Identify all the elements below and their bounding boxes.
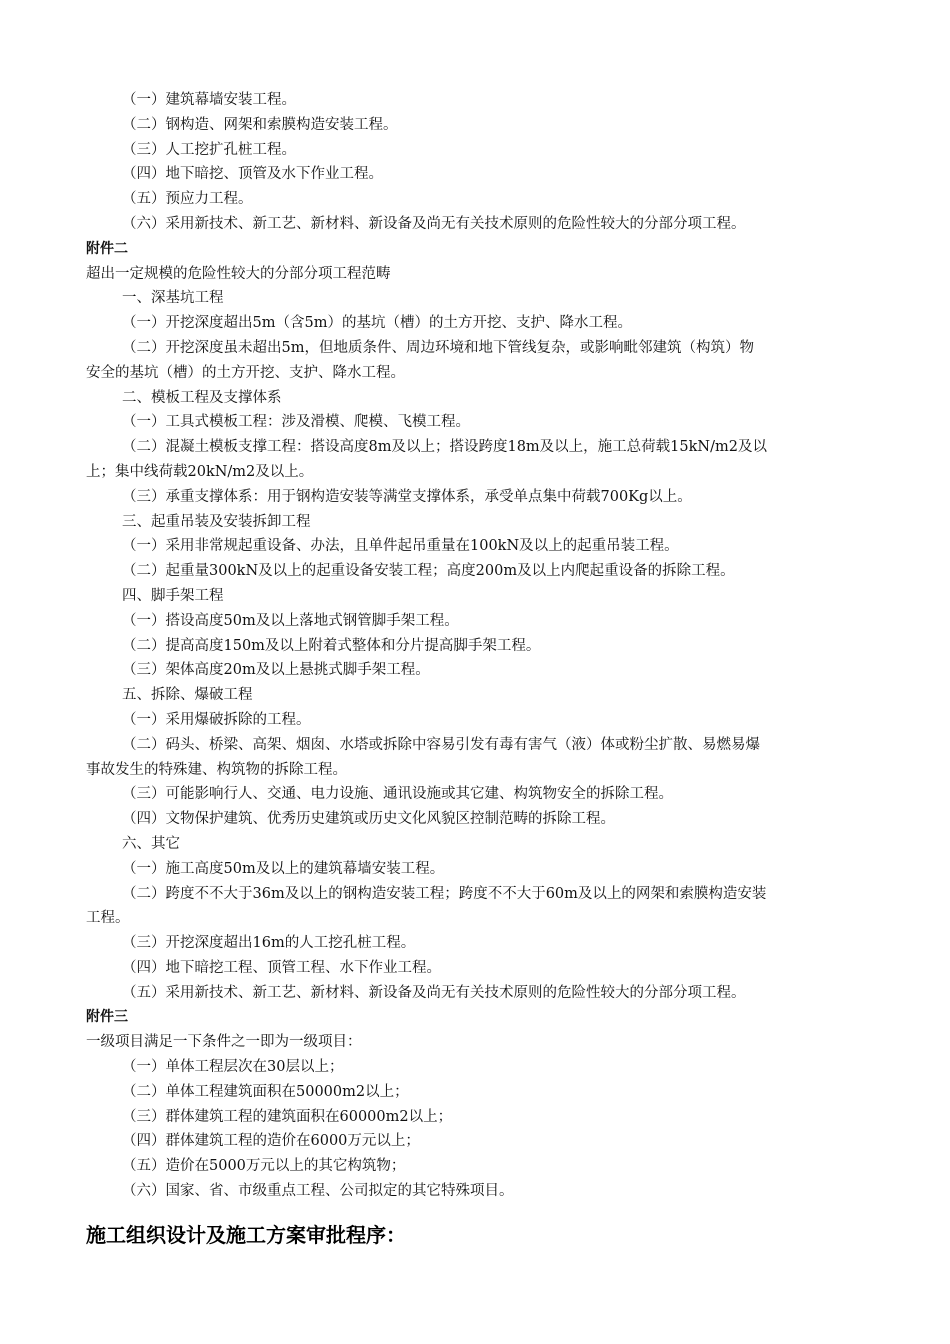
list-item: （六）采用新技术、新工艺、新材料、新设备及尚无有关技术原则的危险性较大的分部分项工程。 <box>122 215 746 232</box>
list-item: （一）采用非常规起重设备、办法，且单件起吊重量在100kN及以上的起重吊装工程。 <box>122 538 679 555</box>
list-item: （二）混凝土模板支撑工程：搭设高度8m及以上；搭设跨度18m及以上，施工总荷载15kN/m2及以 <box>122 439 767 456</box>
annex-title: 附件二 <box>86 240 128 257</box>
annex-subtitle: 一级项目满足一下条件之一即为一级项目： <box>86 1034 362 1051</box>
list-item: （三）架体高度20m及以上悬挑式脚手架工程。 <box>122 662 430 679</box>
list-item: （四）地下暗挖工程、顶管工程、水下作业工程。 <box>122 959 441 976</box>
section-title: 五、拆除、爆破工程 <box>122 687 253 704</box>
section-title: 一、深基坑工程 <box>122 290 224 307</box>
list-item: （四）文物保护建筑、优秀历史建筑或历史文化风貌区控制范畴的拆除工程。 <box>122 811 615 828</box>
section-title: 四、脚手架工程 <box>122 587 224 604</box>
list-item: （二）起重量300kN及以上的起重设备安装工程；高度200m及以上内爬起重设备的拆除工程。 <box>122 563 735 580</box>
list-item: （二）钢构造、网架和索膜构造安装工程。 <box>122 116 398 133</box>
list-item: （一）工具式模板工程：涉及滑模、爬模、飞模工程。 <box>122 414 470 431</box>
list-item: （五）采用新技术、新工艺、新材料、新设备及尚无有关技术原则的危险性较大的分部分项工程。 <box>122 984 746 1001</box>
list-item-continuation: 安全的基坑（槽）的土方开挖、支护、降水工程。 <box>86 364 405 381</box>
list-item: （四）群体建筑工程的造价在6000万元以上； <box>122 1133 420 1150</box>
list-item: （二）码头、桥梁、高架、烟囱、水塔或拆除中容易引发有毒有害气（液）体或粉尘扩散、易燃易爆 <box>122 736 760 753</box>
list-item: （一）搭设高度50m及以上落地式钢管脚手架工程。 <box>122 612 459 629</box>
list-item: （三）人工挖扩孔桩工程。 <box>122 141 296 158</box>
list-item: （一）单体工程层次在30层以上； <box>122 1059 344 1076</box>
list-item: （一）采用爆破拆除的工程。 <box>122 711 311 728</box>
section-title: 三、起重吊装及安装拆卸工程 <box>122 513 311 530</box>
list-item-continuation: 工程。 <box>86 910 130 927</box>
list-item-continuation: 上；集中线荷载20kN/m2及以上。 <box>86 463 314 480</box>
section-title: 二、模板工程及支撑体系 <box>122 389 282 406</box>
list-item: （一）开挖深度超出5m（含5m）的基坑（槽）的土方开挖、支护、降水工程。 <box>122 315 632 332</box>
list-item: （五）预应力工程。 <box>122 191 253 208</box>
list-item: （二）提高高度150m及以上附着式整体和分片提高脚手架工程。 <box>122 637 541 654</box>
annex-title: 附件三 <box>86 1009 128 1026</box>
list-item: （三）可能影响行人、交通、电力设施、通讯设施或其它建、构筑物安全的拆除工程。 <box>122 786 673 803</box>
annex-subtitle: 超出一定规模的危险性较大的分部分项工程范畴 <box>86 265 391 282</box>
list-item: （一）建筑幕墙安装工程。 <box>122 92 296 108</box>
list-item: （五）造价在5000万元以上的其它构筑物； <box>122 1158 406 1175</box>
list-item: （一）施工高度50m及以上的建筑幕墙安装工程。 <box>122 860 445 877</box>
list-item: （六）国家、省、市级重点工程、公司拟定的其它特殊项目。 <box>122 1183 514 1200</box>
list-item: （三）承重支撑体系：用于钢构造安装等满堂支撑体系，承受单点集中荷载700Kg以上。 <box>122 488 692 505</box>
section-heading: 施工组织设计及施工方案审批程序： <box>86 1223 406 1247</box>
document-body <box>86 88 866 1204</box>
list-item: （四）地下暗挖、顶管及水下作业工程。 <box>122 166 383 183</box>
list-item: （二）单体工程建筑面积在50000m2以上； <box>122 1083 409 1100</box>
section-title: 六、其它 <box>122 835 180 852</box>
list-item: （三）群体建筑工程的建筑面积在60000m2以上； <box>122 1108 453 1125</box>
list-item: （二）跨度不不大于36m及以上的钢构造安装工程；跨度不不大于60m及以上的网架和索膜构造安装 <box>122 885 767 902</box>
list-item: （二）开挖深度虽未超出5m，但地质条件、周边环境和地下管线复杂，或影响毗邻建筑（构筑）物 <box>122 339 754 356</box>
list-item: （三）开挖深度超出16m的人工挖孔桩工程。 <box>122 935 416 952</box>
list-item-continuation: 事故发生的特殊建、构筑物的拆除工程。 <box>86 761 347 778</box>
